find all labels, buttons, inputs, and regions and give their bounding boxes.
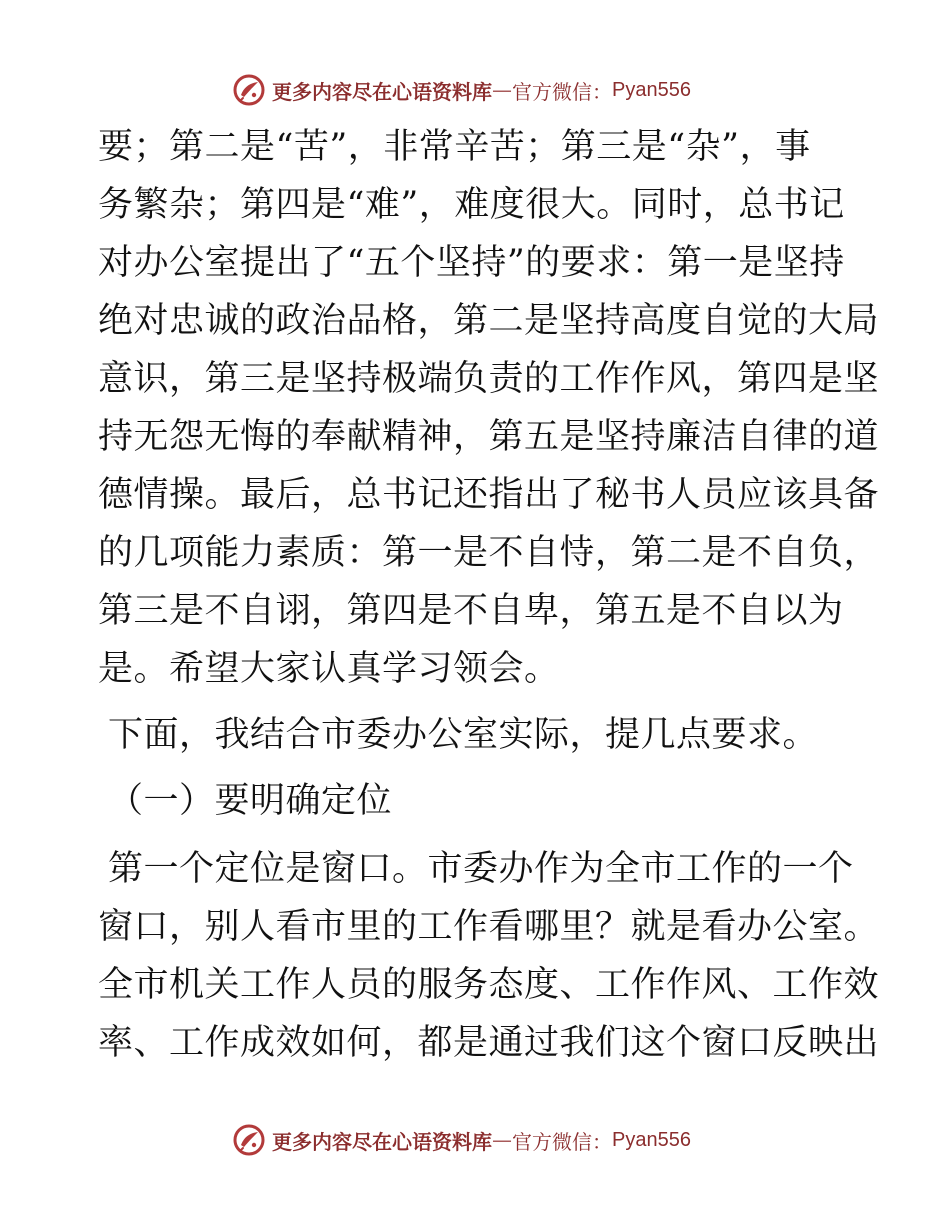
banner-wechat-label: 官方微信：	[512, 1129, 612, 1154]
logo-icon	[232, 73, 266, 107]
banner-text: 更多内容尽在心语资料库	[272, 1129, 492, 1154]
document-body	[98, 118, 880, 1072]
text-line: 第三是不自诩，第四是不自卑，第五是不自以为	[98, 591, 844, 631]
text-line: 窗口，别人看市里的工作看哪里？就是看办公室。	[98, 907, 880, 947]
text-line: 持无怨无悔的奉献精神，第五是坚持廉洁自律的道	[98, 417, 880, 457]
text-line: 要；第二是“苦”，非常辛苦；第三是“杂”，事	[98, 127, 811, 167]
text-line: 第一个定位是窗口。市委办作为全市工作的一个	[108, 849, 854, 889]
text-line: 务繁杂；第四是“难”，难度很大。同时，总书记	[98, 185, 845, 225]
text-line: 绝对忠诚的政治品格，第二是坚持高度自觉的大局	[98, 301, 880, 341]
banner-wechat-id: Pyan556	[612, 78, 691, 101]
text-line: 的几项能力素质：第一是不自恃，第二是不自负，	[98, 533, 880, 573]
heading-text: （一）要明确定位	[108, 781, 393, 821]
text-line: 德情操。最后，总书记还指出了秘书人员应该具备	[98, 475, 880, 515]
logo-icon	[232, 1123, 266, 1157]
banner-wechat-id: Pyan556	[612, 1128, 691, 1151]
paragraph-main	[98, 118, 880, 698]
banner-text: 更多内容尽在心语资料库	[272, 79, 492, 104]
text-line: 率、工作成效如何，都是通过我们这个窗口反映出	[98, 1023, 880, 1063]
banner-separator: —	[492, 78, 512, 102]
banner-separator: —	[492, 1128, 512, 1152]
text-line: 意识，第三是坚持极端负责的工作作风，第四是坚	[98, 359, 880, 399]
text-line: 下面，我结合市委办公室实际，提几点要求。	[108, 715, 819, 755]
section-heading	[98, 772, 858, 830]
header-banner	[232, 72, 691, 108]
paragraph-body	[98, 840, 880, 1072]
paragraph-lead	[98, 706, 858, 764]
footer-banner	[232, 1122, 691, 1158]
text-line: 全市机关工作人员的服务态度、工作作风、工作效	[98, 965, 880, 1005]
banner-wechat-label: 官方微信：	[512, 79, 612, 104]
text-line: 对办公室提出了“五个坚持”的要求：第一是坚持	[98, 243, 845, 283]
text-line: 是。希望大家认真学习领会。	[98, 649, 560, 689]
